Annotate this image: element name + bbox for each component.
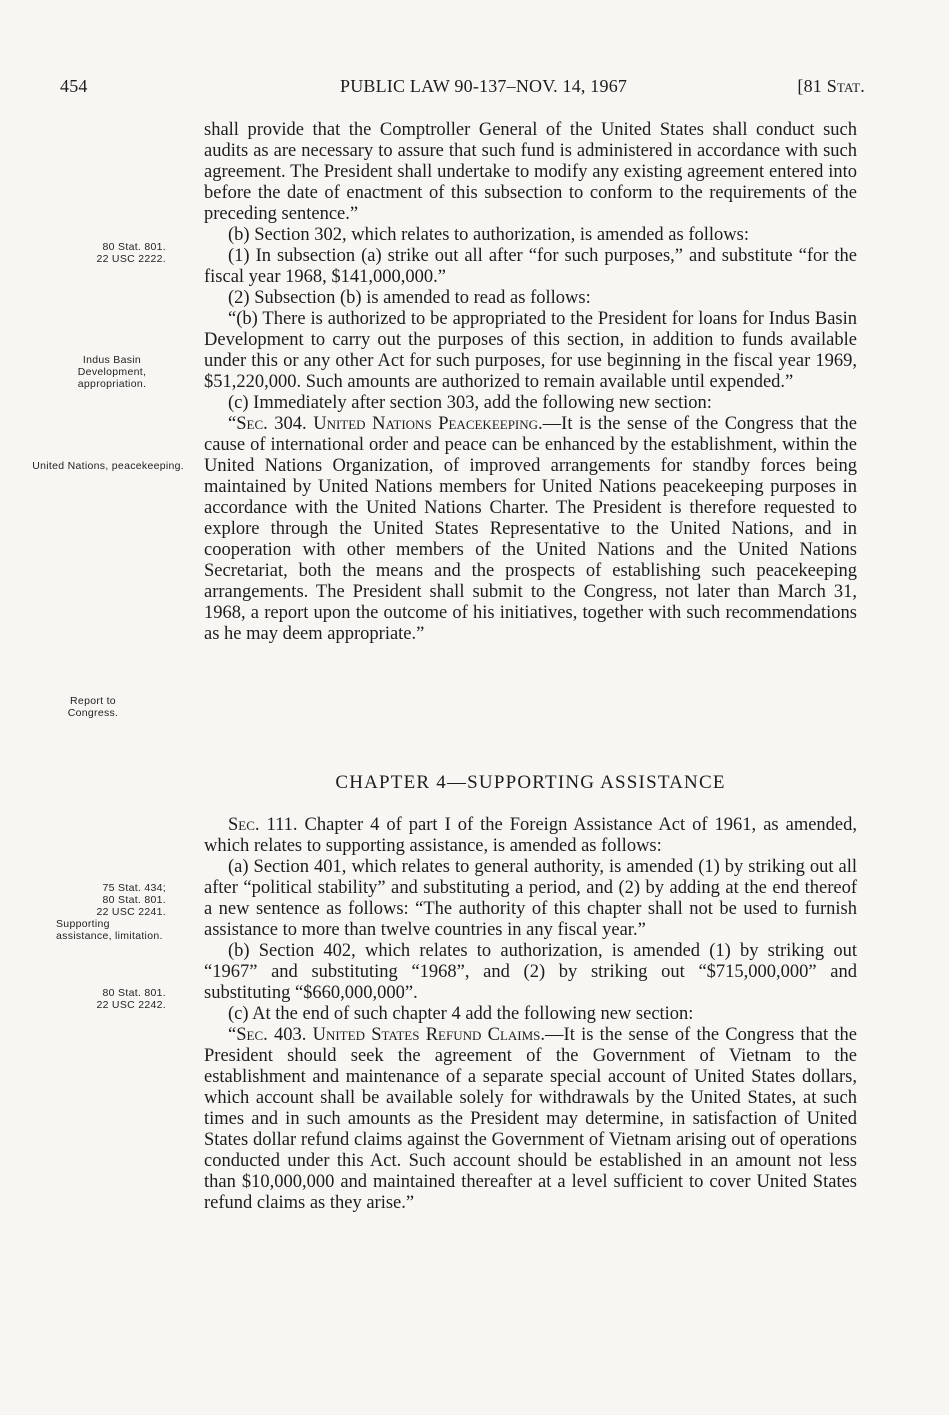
paragraph-indus-basin: “(b) There is authorized to be appropriated to the President for loans for Indus Basin Development to carry out the purposes of this section, in addition to funds available under this or any other Act for such purposes, for use beginning in the fiscal year 1969, $51,220,000. Such amounts are authorized to remain available until expended.” xyxy=(204,309,857,392)
paragraph-section-302: (b) Section 302, which relates to authorization, is amended as follows: xyxy=(228,225,749,245)
section-1-body xyxy=(204,120,857,645)
margin-note-line: 80 Stat. 801. xyxy=(102,894,166,906)
paragraph-section-303: (c) Immediately after section 303, add the following new section: xyxy=(228,393,712,413)
statute-prefix: [81 xyxy=(797,76,827,96)
margin-note-un-peacekeeping: United Nations, peacekeeping. xyxy=(32,460,184,472)
margin-note-80-stat-801 xyxy=(20,241,166,265)
paragraph-preceding-text: shall provide that the Comptroller General of the United States shall conduct such audits as are necessary to assure that such fund is administered in accordance with such agreement. The President shall undertake to modify any existing agreement entered into before the date of enactment of this subsection to conform to the requirements of the preceding sentence.” xyxy=(204,120,857,224)
margin-note-supporting-assistance: Supporting assistance, limitation. xyxy=(56,918,163,942)
paragraph-section-403 xyxy=(204,1025,857,1214)
paragraph-sec-111 xyxy=(204,815,857,857)
paragraph-chapter-4-addition: (c) At the end of such chapter 4 add the following new section: xyxy=(228,1004,694,1024)
page-title: PUBLIC LAW 90-137–NOV. 14, 1967 xyxy=(340,76,628,96)
paragraph-subsection-b: (2) Subsection (b) is amended to read as follows: xyxy=(228,288,591,308)
margin-note-75-stat-434 xyxy=(20,882,166,942)
section-2-body xyxy=(204,815,857,1214)
margin-note-line: 75 Stat. 434; xyxy=(102,882,166,894)
margin-note-line: 22 USC 2222. xyxy=(96,253,166,265)
paragraph-section-402: (b) Section 402, which relates to authorization, is amended (1) by striking out “1967” and substituting “1968”, and (2) by striking out “$715,000,000” and substituting “$660,000,000”. xyxy=(204,941,857,1003)
section-number: Sec. 111. xyxy=(228,815,298,835)
section-body: —It is the sense of the Congress that the President should seek the agreement of the Government of Vietnam to the establishment and maintenance of a separate special account of United States dollars, which account shall be available solely for withdrawals by the United States, at such times and in such amounts as the President may determine, in satisfaction of United States dollar refund claims against the Government of Vietnam arising out of operations conducted under this Act. Such account should be established in an amount not less than $10,000,000 and maintained thereafter at a level sufficient to cover United States refund claims as they arise.” xyxy=(204,1025,857,1213)
section-body: —It is the sense of the Congress that the cause of international order and peace can be enhanced by the establishment, within the United Nations Organization, of improved arrangements for standby forces being maintained by United Nations members for United Nations peacekeeping purposes in accordance with the United Nations Charter. The President is therefore requested to explore through the United States Representative to the United Nations, and in cooperation with other members of the United Nations and the United Nations Secretariat, both the means and the prospects of establishing such peacekeeping arrangements. The President shall submit to the Congress, not later than March 31, 1968, a report upon the outcome of his initiatives, together with such recommendations as he may deem appropriate.” xyxy=(204,414,857,644)
section-body: Chapter 4 of part I of the Foreign Assistance Act of 1961, as amended, which relates to supporting assistance, is amended as follows: xyxy=(204,815,858,856)
paragraph-subsection-a: (1) In subsection (a) strike out all after “for such purposes,” and substitute “for the fiscal year 1968, $141,000,000.” xyxy=(204,246,857,287)
section-heading: United States Refund Claims. xyxy=(312,1025,546,1045)
margin-note-line: 80 Stat. 801. xyxy=(102,241,166,253)
section-number: “Sec. 403. xyxy=(228,1025,307,1045)
section-number: “Sec. 304. xyxy=(228,414,307,434)
paragraph-section-304 xyxy=(204,414,857,645)
margin-note-line: 22 USC 2242. xyxy=(96,999,166,1011)
page-number: 454 xyxy=(60,76,88,96)
section-heading: United Nations Peacekeeping. xyxy=(313,414,543,434)
margin-note-indus-basin: Indus Basin Development, appropriation. xyxy=(77,354,147,390)
margin-note-80-stat-801-b xyxy=(20,987,166,1011)
statute-reference xyxy=(797,76,865,97)
chapter-heading: CHAPTER 4—SUPPORTING ASSISTANCE xyxy=(335,772,726,793)
page-header xyxy=(60,76,865,102)
margin-note-line: 80 Stat. 801. xyxy=(102,987,166,999)
margin-note-line: 22 USC 2241. xyxy=(96,906,166,918)
margin-note-report-to-congress: Report to Congress. xyxy=(67,695,119,719)
paragraph-section-401: (a) Section 401, which relates to general authority, is amended (1) by striking out all after “political stability” and substituting a period, and (2) by adding at the end thereof a new sentence as follows: “The authority of this chapter shall not be used to furnish assistance to more than twelve countries in any fiscal year.” xyxy=(204,857,857,940)
statute-label: Stat. xyxy=(826,76,865,96)
